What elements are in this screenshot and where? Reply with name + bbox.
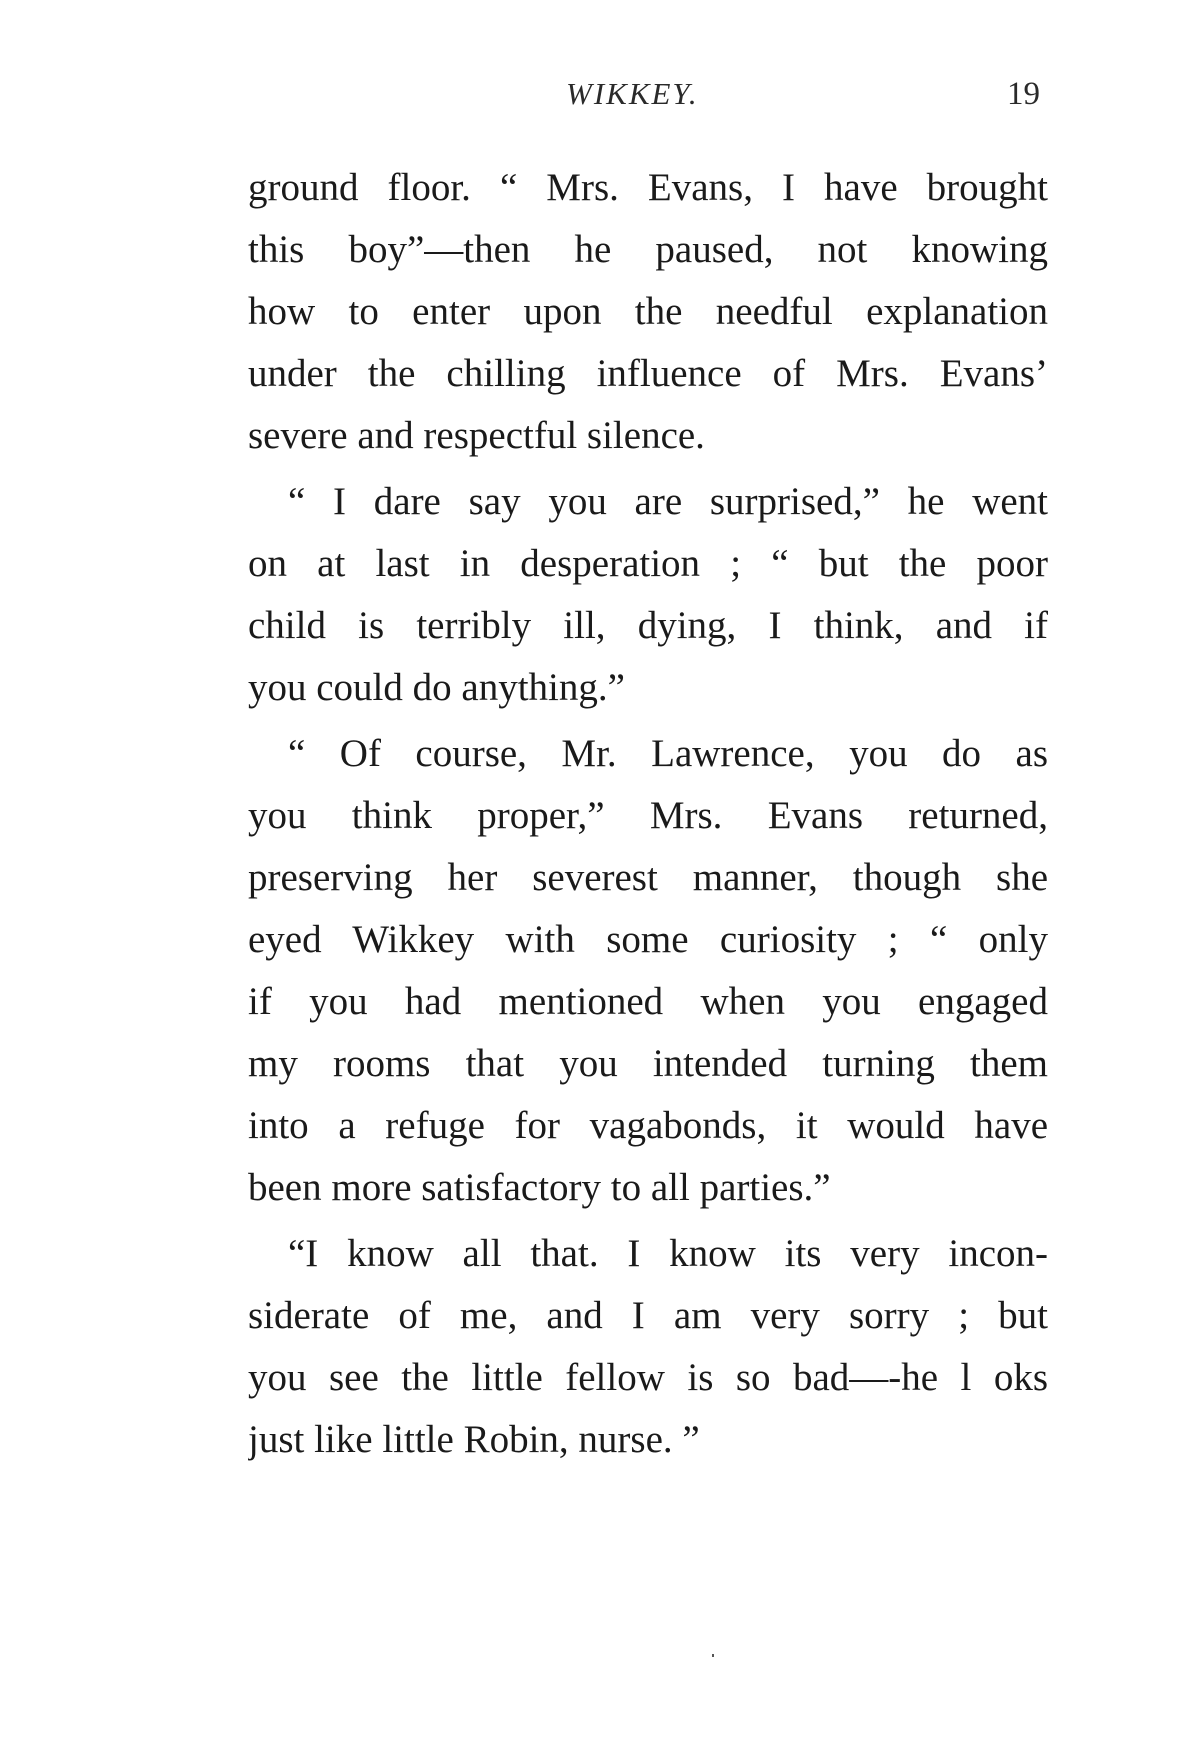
text-line: severe and respectful silence.	[248, 414, 705, 457]
text-line: preserving her severest manner, though she	[248, 856, 1048, 899]
text-line: on at last in desperation ; “ but the poor	[248, 542, 1048, 585]
running-title: WIKKEY.	[566, 76, 699, 111]
text-line: you could do anything.”	[248, 666, 625, 709]
body-text	[248, 157, 1048, 1475]
text-line: child is terribly ill, dying, I think, and if	[248, 604, 1048, 647]
paragraph-1	[248, 157, 1048, 467]
page-number: 19	[1007, 76, 1040, 112]
text-line: how to enter upon the needful explanation	[248, 290, 1048, 333]
text-line: my rooms that you intended turning them	[248, 1042, 1048, 1085]
text-line: under the chilling influence of Mrs. Evans’	[248, 352, 1048, 395]
text-line: ground floor. “ Mrs. Evans, I have brought	[248, 166, 1048, 209]
text-line: eyed Wikkey with some curiosity ; “ only	[248, 918, 1048, 961]
text-line: you see the little fellow is so bad—-he l oks	[248, 1356, 1048, 1399]
paragraph-4	[248, 1223, 1048, 1471]
text-line: this boy”—then he paused, not knowing	[248, 228, 1048, 271]
text-line: “I know all that. I know its very incon-	[288, 1232, 1048, 1275]
paragraph-2	[248, 471, 1048, 719]
text-line: if you had mentioned when you engaged	[248, 980, 1048, 1023]
paragraph-3	[248, 723, 1048, 1219]
ink-speck	[712, 1654, 714, 1657]
text-line: into a refuge for vagabonds, it would have	[248, 1104, 1048, 1147]
text-line: been more satisfactory to all parties.”	[248, 1166, 831, 1209]
text-line: siderate of me, and I am very sorry ; but	[248, 1294, 1048, 1337]
text-line: just like little Robin, nurse. ”	[248, 1418, 700, 1461]
text-line: “ I dare say you are surprised,” he went	[288, 480, 1048, 523]
text-line: you think proper,” Mrs. Evans returned,	[248, 794, 1048, 837]
text-line: “ Of course, Mr. Lawrence, you do as	[288, 732, 1048, 775]
running-head	[248, 76, 1048, 116]
